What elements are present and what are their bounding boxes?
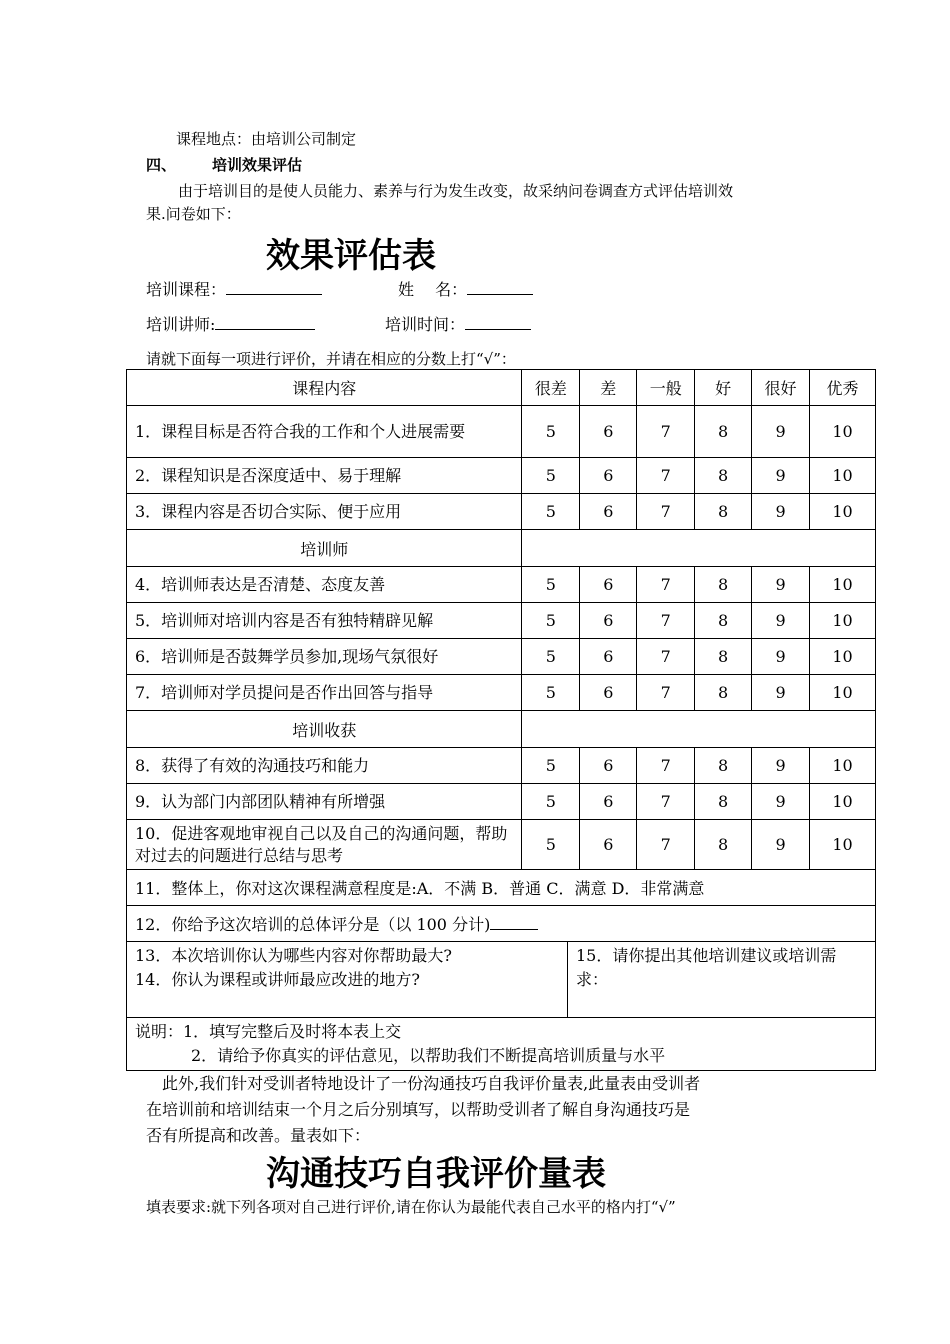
score-7[interactable]: 7 bbox=[637, 820, 695, 870]
course-blank[interactable] bbox=[226, 280, 322, 295]
score-9[interactable]: 9 bbox=[752, 820, 810, 870]
score-5[interactable]: 5 bbox=[522, 675, 580, 711]
intro-paragraph-line1: 由于培训目的是使人员能力、素养与行为发生改变，故采纳问卷调查方式评估培训效 bbox=[178, 182, 734, 200]
score-7[interactable]: 7 bbox=[637, 639, 695, 675]
item-5: 5．培训师对培训内容是否有独特精辟见解 bbox=[127, 603, 522, 639]
score-6[interactable]: 6 bbox=[580, 494, 637, 530]
open-questions-table bbox=[127, 942, 875, 1017]
fill-requirement: 填表要求:就下列各项对自己进行评价,请在你认为最能代表自己水平的格内打“√” bbox=[146, 1198, 676, 1216]
score-10[interactable]: 10 bbox=[810, 784, 876, 820]
score-8[interactable]: 8 bbox=[695, 603, 752, 639]
table-row bbox=[127, 870, 876, 906]
score-8[interactable]: 8 bbox=[695, 494, 752, 530]
section-row bbox=[127, 530, 876, 567]
item-9: 9．认为部门内部团队精神有所增强 bbox=[127, 784, 522, 820]
note-2: 2．请给予你真实的评估意见，以帮助我们不断提高培训质量与水平 bbox=[191, 1046, 666, 1065]
course-location: 课程地点：由培训公司制定 bbox=[176, 130, 357, 148]
score-7[interactable]: 7 bbox=[637, 784, 695, 820]
open-questions-cell bbox=[127, 942, 876, 1018]
table-row bbox=[127, 675, 876, 711]
table-row bbox=[127, 639, 876, 675]
name-blank[interactable] bbox=[467, 280, 533, 295]
table-row bbox=[127, 820, 876, 870]
score-10[interactable]: 10 bbox=[810, 458, 876, 494]
score-8[interactable]: 8 bbox=[695, 784, 752, 820]
time-blank[interactable] bbox=[465, 315, 531, 330]
score-8[interactable]: 8 bbox=[695, 748, 752, 784]
score-10[interactable]: 10 bbox=[810, 406, 876, 458]
score-5[interactable]: 5 bbox=[522, 458, 580, 494]
header-very-good: 很好 bbox=[752, 370, 810, 406]
score-8[interactable]: 8 bbox=[695, 458, 752, 494]
score-7[interactable]: 7 bbox=[637, 603, 695, 639]
notes-cell bbox=[127, 1018, 876, 1071]
score-6[interactable]: 6 bbox=[580, 458, 637, 494]
score-9[interactable]: 9 bbox=[752, 494, 810, 530]
score-9[interactable]: 9 bbox=[752, 458, 810, 494]
question-12: 12．你给予这次培训的总体评分是（以 100 分计) bbox=[135, 915, 491, 934]
item-10: 10．促进客观地审视自己以及自己的沟通问题，帮助对过去的问题进行总结与思考 bbox=[127, 820, 522, 870]
score-9[interactable]: 9 bbox=[752, 603, 810, 639]
score-5[interactable]: 5 bbox=[522, 820, 580, 870]
table-header-row bbox=[127, 370, 876, 406]
score-7[interactable]: 7 bbox=[637, 748, 695, 784]
score-5[interactable]: 5 bbox=[522, 494, 580, 530]
form-title: 效果评估表 bbox=[266, 236, 436, 276]
section-row bbox=[127, 711, 876, 748]
questions-13-14-cell[interactable] bbox=[127, 942, 568, 1017]
question-14: 14．你认为课程或讲师最应改进的地方? bbox=[135, 970, 420, 989]
question-15[interactable]: 15．请你提出其他培训建议或培训需求： bbox=[576, 946, 837, 989]
score-10[interactable]: 10 bbox=[810, 639, 876, 675]
item-4: 4．培训师表达是否清楚、态度友善 bbox=[127, 567, 522, 603]
score-8[interactable]: 8 bbox=[695, 675, 752, 711]
time-label: 培训时间： bbox=[385, 315, 466, 334]
rating-instruction: 请就下面每一项进行评价，并请在相应的分数上打“√”： bbox=[146, 350, 516, 368]
score-6[interactable]: 6 bbox=[580, 820, 637, 870]
score-8[interactable]: 8 bbox=[695, 820, 752, 870]
score-9[interactable]: 9 bbox=[752, 639, 810, 675]
question-11[interactable]: 11．整体上，你对这次课程满意程度是:A．不满 B．普通 C．满意 D．非常满意 bbox=[127, 870, 876, 906]
self-assessment-title: 沟通技巧自我评价量表 bbox=[266, 1154, 606, 1194]
table-row bbox=[127, 567, 876, 603]
score-10[interactable]: 10 bbox=[810, 748, 876, 784]
score-5[interactable]: 5 bbox=[522, 784, 580, 820]
table-row bbox=[127, 748, 876, 784]
item-6: 6．培训师是否鼓舞学员参加,现场气氛很好 bbox=[127, 639, 522, 675]
item-7: 7．培训师对学员提问是否作出回答与指导 bbox=[127, 675, 522, 711]
table-row bbox=[127, 906, 876, 942]
score-9[interactable]: 9 bbox=[752, 675, 810, 711]
note-1: 说明：1．填写完整后及时将本表上交 bbox=[135, 1022, 402, 1041]
score-9[interactable]: 9 bbox=[752, 567, 810, 603]
score-7[interactable]: 7 bbox=[637, 494, 695, 530]
table-row bbox=[127, 603, 876, 639]
score-5[interactable]: 5 bbox=[522, 406, 580, 458]
score-7[interactable]: 7 bbox=[637, 406, 695, 458]
score-5[interactable]: 5 bbox=[522, 567, 580, 603]
item-2: 2．课程知识是否深度适中、易于理解 bbox=[127, 458, 522, 494]
item-1: 1．课程目标是否符合我的工作和个人进展需要 bbox=[127, 406, 522, 458]
score-6[interactable]: 6 bbox=[580, 639, 637, 675]
course-field bbox=[146, 277, 322, 300]
score-10[interactable]: 10 bbox=[810, 675, 876, 711]
score-6[interactable]: 6 bbox=[580, 406, 637, 458]
trainer-blank[interactable] bbox=[215, 315, 315, 330]
score-6[interactable]: 6 bbox=[580, 748, 637, 784]
score-6[interactable]: 6 bbox=[580, 675, 637, 711]
total-score-blank[interactable] bbox=[490, 915, 538, 930]
header-very-poor: 很差 bbox=[522, 370, 580, 406]
score-10[interactable]: 10 bbox=[810, 603, 876, 639]
section-gains: 培训收获 bbox=[127, 711, 522, 748]
table-row bbox=[127, 406, 876, 458]
item-3: 3．课程内容是否切合实际、便于应用 bbox=[127, 494, 522, 530]
table-row bbox=[127, 494, 876, 530]
outro-line3: 否有所提高和改善。量表如下： bbox=[146, 1126, 371, 1145]
score-6[interactable]: 6 bbox=[580, 784, 637, 820]
header-poor: 差 bbox=[580, 370, 637, 406]
score-7[interactable]: 7 bbox=[637, 567, 695, 603]
name-field bbox=[398, 277, 533, 300]
score-7[interactable]: 7 bbox=[637, 458, 695, 494]
course-label: 培训课程： bbox=[146, 280, 227, 299]
score-5[interactable]: 5 bbox=[522, 748, 580, 784]
header-average: 一般 bbox=[637, 370, 695, 406]
section-number: 四、 bbox=[146, 156, 177, 174]
header-excellent: 优秀 bbox=[810, 370, 876, 406]
header-course-content: 课程内容 bbox=[127, 370, 522, 406]
section-gains-blank bbox=[522, 711, 876, 748]
score-10[interactable]: 10 bbox=[810, 494, 876, 530]
notes-row bbox=[127, 1018, 876, 1071]
table-row bbox=[127, 458, 876, 494]
section-title: 培训效果评估 bbox=[212, 156, 303, 174]
outro-line1: 此外,我们针对受训者特地设计了一份沟通技巧自我评价量表,此量表由受训者 bbox=[162, 1074, 701, 1093]
open-questions-row bbox=[127, 942, 876, 1018]
section-trainer-blank bbox=[522, 530, 876, 567]
score-8[interactable]: 8 bbox=[695, 639, 752, 675]
table-row bbox=[127, 784, 876, 820]
score-8[interactable]: 8 bbox=[695, 567, 752, 603]
item-8: 8．获得了有效的沟通技巧和能力 bbox=[127, 748, 522, 784]
score-10[interactable]: 10 bbox=[810, 820, 876, 870]
outro-line2: 在培训前和培训结束一个月之后分别填写，以帮助受训者了解自身沟通技巧是 bbox=[146, 1100, 691, 1119]
evaluation-table bbox=[126, 369, 876, 1071]
score-9[interactable]: 9 bbox=[752, 748, 810, 784]
section-trainer: 培训师 bbox=[127, 530, 522, 567]
trainer-label: 培训讲师: bbox=[146, 315, 216, 334]
score-7[interactable]: 7 bbox=[637, 675, 695, 711]
score-5[interactable]: 5 bbox=[522, 603, 580, 639]
name-label: 姓 名： bbox=[398, 280, 468, 299]
time-field bbox=[385, 312, 531, 335]
trainer-field bbox=[146, 312, 315, 335]
question-13: 13．本次培训你认为哪些内容对你帮助最大? bbox=[135, 946, 452, 965]
score-8[interactable]: 8 bbox=[695, 406, 752, 458]
header-good: 好 bbox=[695, 370, 752, 406]
score-5[interactable]: 5 bbox=[522, 639, 580, 675]
score-9[interactable]: 9 bbox=[752, 784, 810, 820]
score-6[interactable]: 6 bbox=[580, 567, 637, 603]
score-6[interactable]: 6 bbox=[580, 603, 637, 639]
score-9[interactable]: 9 bbox=[752, 406, 810, 458]
question-12-cell bbox=[127, 906, 876, 942]
intro-paragraph-line2: 果.问卷如下： bbox=[146, 205, 241, 223]
score-10[interactable]: 10 bbox=[810, 567, 876, 603]
